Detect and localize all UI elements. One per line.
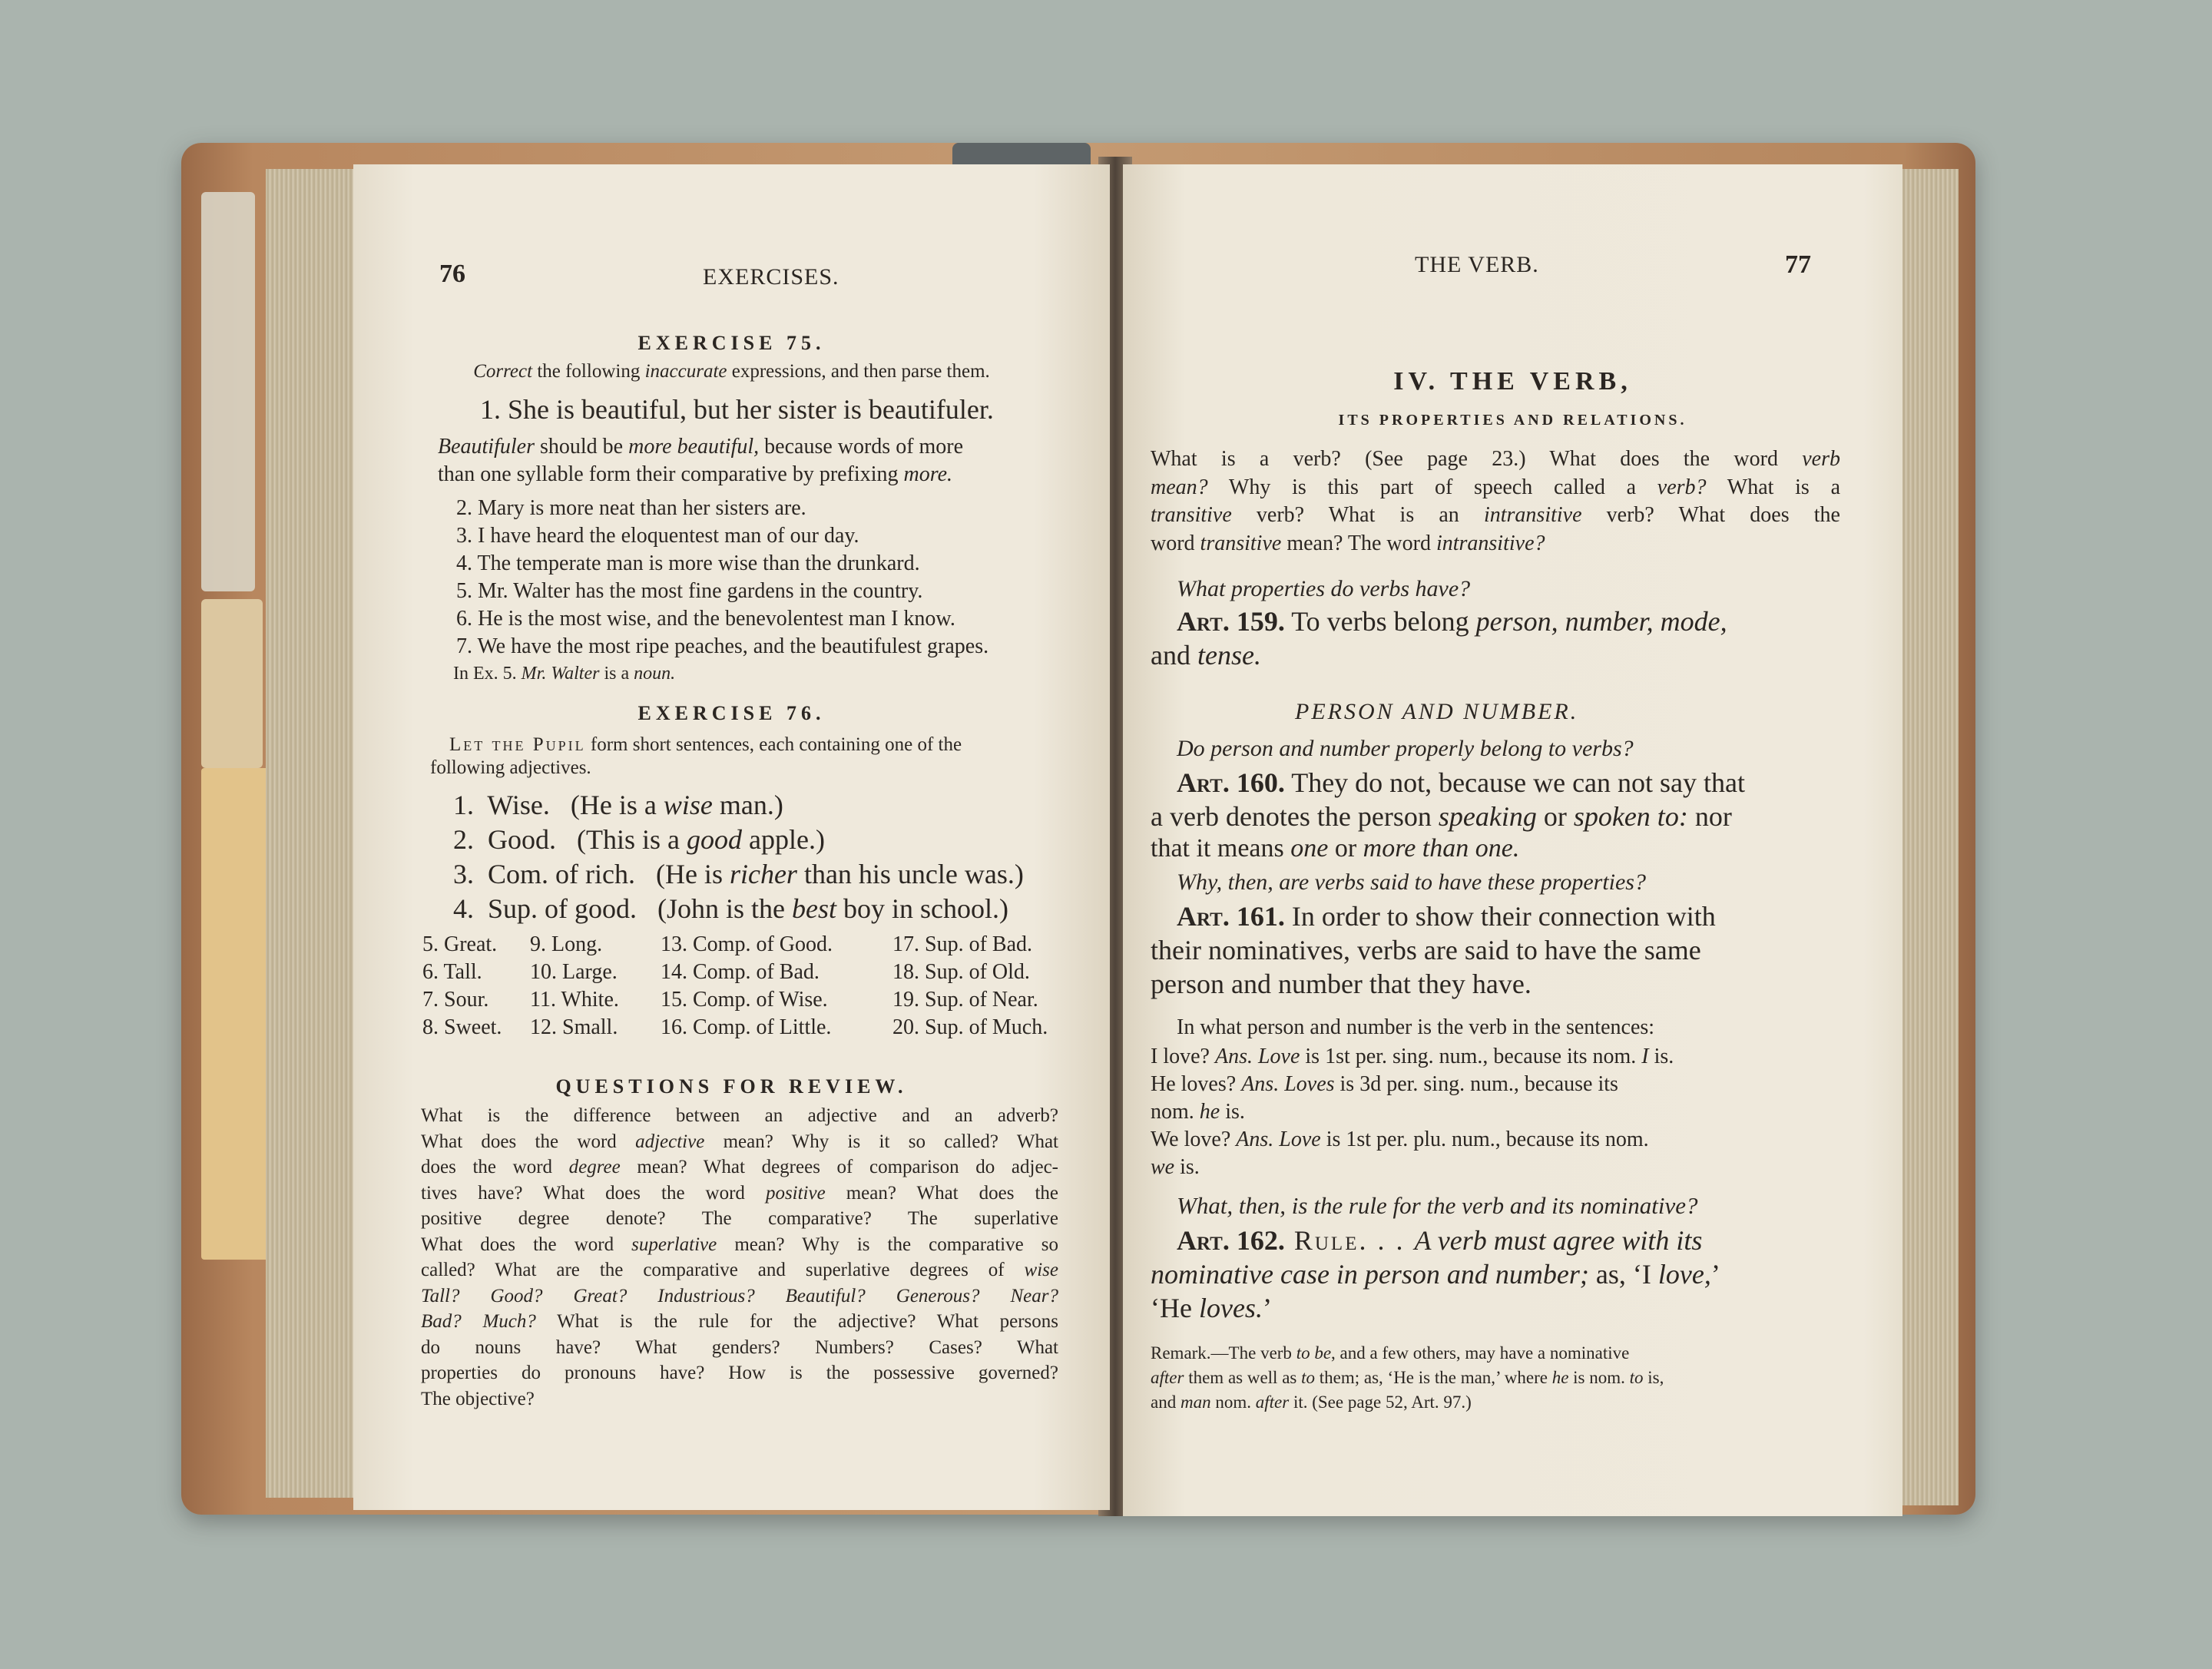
exercise-75-item: 5. Mr. Walter has the most fine gardens in the country. — [456, 579, 923, 603]
running-head: THE VERB. — [1415, 252, 1539, 277]
exercise-76-title: EXERCISE 76. — [637, 702, 826, 724]
exercise-76-grid — [422, 932, 1092, 1040]
article-162-line-3: ‘He loves.’ — [1151, 1293, 1272, 1323]
adjective-item: 13. Comp. of Good. — [661, 932, 833, 956]
exercise-75-items — [456, 495, 988, 661]
intro-line: mean? Why is this part of speech called a verb? What is a — [1151, 475, 1841, 499]
exercise-75-footnote: In Ex. 5. Mr. Walter is a noun. — [453, 664, 676, 684]
article-159-line-2: and tense. — [1151, 640, 1261, 671]
article-161-line-3: person and number that they have. — [1151, 969, 1532, 999]
page-number: 77 — [1785, 250, 1811, 279]
exercise-76-example: 3. Com. of rich. (He is richer than his uncle was.) — [453, 859, 1024, 889]
article-160-line-3: that it means one or more than one. — [1151, 834, 1520, 863]
review-line: properties do pronouns have? How is the possessive governed? — [421, 1363, 1058, 1383]
cover-wear — [201, 192, 255, 591]
remark-line: after them as well as to them; as, ‘He is the man,’ where he is nom. to is, — [1151, 1368, 1664, 1387]
exercise-75-item-1: 1. She is beautiful, but her sister is beautifuler. — [480, 394, 994, 425]
question-why: Why, then, are verbs said to have these properties? — [1177, 869, 1646, 895]
answer-line: We love? Ans. Love is 1st per. plu. num., because its nom. — [1151, 1128, 1649, 1151]
exercise-75-item: 6. He is the most wise, and the benevolentest man I know. — [456, 607, 955, 631]
exercise-75-item: 4. The temperate man is more wise than the drunkard. — [456, 551, 920, 575]
review-line: does the word degree mean? What degrees of comparison do adjec- — [421, 1157, 1058, 1177]
page-edges-right — [1897, 169, 1959, 1505]
intro-line: transitive verb? What is an intransitive verb? What does the — [1151, 503, 1840, 527]
adjective-item: 12. Small. — [530, 1015, 618, 1039]
review-line: positive degree denote? The comparative? The superlative — [421, 1208, 1058, 1229]
review-line: What does the word adjective mean? Why is it so called? What — [421, 1131, 1058, 1152]
article-160-line-2: a verb denotes the person speaking or spoken to: nor — [1151, 801, 1732, 832]
left-page — [353, 164, 1110, 1510]
exercise-75-title: EXERCISE 75. — [637, 332, 826, 354]
adjective-item: 17. Sup. of Bad. — [892, 932, 1032, 956]
page-edges-left — [266, 169, 366, 1498]
exercise-76-example: 1. Wise. (He is a wise man.) — [453, 790, 783, 820]
exercise-75-item: 7. We have the most ripe peaches, and the beautifulest grapes. — [456, 634, 989, 658]
exercise-75-item: 2. Mary is more neat than her sisters are. — [456, 496, 806, 520]
article-162: Art. 162. Rule. . . A verb must agree with its — [1177, 1225, 1703, 1256]
exercise-76-instructions: Let the Pupil form short sentences, each containing one of the — [449, 734, 962, 755]
review-line: What is the difference between an adjective and an adverb? — [421, 1105, 1058, 1126]
article-161-line-2: their nominatives, verbs are said to have the same — [1151, 935, 1701, 965]
review-title: QUESTIONS FOR REVIEW. — [555, 1075, 908, 1098]
adjective-item: 19. Sup. of Near. — [892, 988, 1038, 1012]
review-line: tives have? What does the word positive mean? What does the — [421, 1182, 1058, 1204]
remark-line: and man nom. after it. (See page 52, Art. 97.) — [1151, 1392, 1472, 1412]
answers — [1151, 1043, 1840, 1181]
exercise-75-note: Beautifuler should be more beautiful, because words of more — [438, 435, 964, 459]
exercise-75-instructions: Correct the following inaccurate expressions, and then parse them. — [473, 361, 990, 382]
answer-line: we is. — [1151, 1155, 1200, 1179]
adjective-item: 14. Comp. of Bad. — [661, 960, 820, 984]
exercise-76-example: 4. Sup. of good. (John is the best boy in school.) — [453, 893, 1008, 924]
question-properties: What properties do verbs have? — [1177, 576, 1471, 601]
review-line: The objective? — [421, 1388, 535, 1409]
answer-line: I love? Ans. Love is 1st per. sing. num., because its nom. I is. — [1151, 1045, 1674, 1068]
exercise-75-note-line-2: than one syllable form their comparative by prefixing more. — [438, 462, 952, 486]
article-161: Art. 161. In order to show their connection with — [1177, 901, 1716, 932]
question-rule: What, then, is the rule for the verb and its nominative? — [1177, 1192, 1698, 1219]
question-person-number: Do person and number properly belong to verbs? — [1177, 736, 1634, 761]
adjective-item: 8. Sweet. — [422, 1015, 502, 1039]
adjective-item: 18. Sup. of Old. — [892, 960, 1030, 984]
intro-line: word transitive mean? The word intransitive? — [1151, 531, 1545, 555]
adjective-item: 5. Great. — [422, 932, 498, 956]
article-162-line-2: nominative case in person and number; as, ‘I love,’ — [1151, 1259, 1720, 1290]
adjective-item: 16. Comp. of Little. — [661, 1015, 832, 1039]
running-head: EXERCISES. — [703, 264, 839, 290]
adjective-item: 11. White. — [530, 988, 619, 1012]
review-line: Bad? Much? What is the rule for the adjective? What persons — [421, 1311, 1058, 1332]
chapter-title: IV. THE VERB, — [1393, 367, 1632, 396]
exercise-76-instructions-line-2: following adjectives. — [430, 757, 591, 778]
adjective-item: 15. Comp. of Wise. — [661, 988, 828, 1012]
review-questions — [421, 1103, 1058, 1412]
adjective-item: 20. Sup. of Much. — [892, 1015, 1048, 1039]
exercise-76-examples — [453, 788, 1024, 926]
review-line: What does the word superlative mean? Why is the comparative so — [421, 1234, 1059, 1255]
section-title: PERSON AND NUMBER. — [1295, 699, 1579, 724]
chapter-intro — [1151, 445, 1840, 558]
exercise-76-example: 2. Good. (This is a good apple.) — [453, 824, 825, 855]
adjective-item: 7. Sour. — [422, 988, 489, 1012]
article-159: Art. 159. To verbs belong person, number, mode, — [1177, 606, 1727, 637]
page-number: 76 — [439, 260, 465, 288]
chapter-subtitle: ITS PROPERTIES AND RELATIONS. — [1338, 412, 1687, 429]
remark-line: Remark.—The verb to be, and a few others, may have a nominative — [1151, 1343, 1630, 1363]
sentences-question: In what person and number is the verb in the sentences: — [1177, 1015, 1655, 1039]
cover-wear — [201, 599, 263, 768]
review-line: called? What are the comparative and superlative degrees of wise — [421, 1260, 1058, 1280]
article-160: Art. 160. They do not, because we can not say that — [1177, 767, 1746, 798]
cover-wear — [201, 768, 270, 1260]
remark — [1151, 1341, 1849, 1415]
adjective-item: 6. Tall. — [422, 960, 482, 984]
answer-line: nom. he is. — [1151, 1100, 1245, 1124]
right-page — [1123, 164, 1902, 1516]
adjective-item: 9. Long. — [530, 932, 603, 956]
intro-line: What is a verb? (See page 23.) What does the word verb — [1151, 447, 1840, 471]
exercise-75-item: 3. I have heard the eloquentest man of our day. — [456, 524, 859, 548]
review-line: Tall? Good? Great? Industrious? Beautiful? Generous? Near? — [421, 1285, 1058, 1306]
review-line: do nouns have? What genders? Numbers? Cases? What — [421, 1336, 1058, 1358]
answer-line: He loves? Ans. Loves is 3d per. sing. num., because its — [1151, 1072, 1618, 1096]
adjective-item: 10. Large. — [530, 960, 618, 984]
